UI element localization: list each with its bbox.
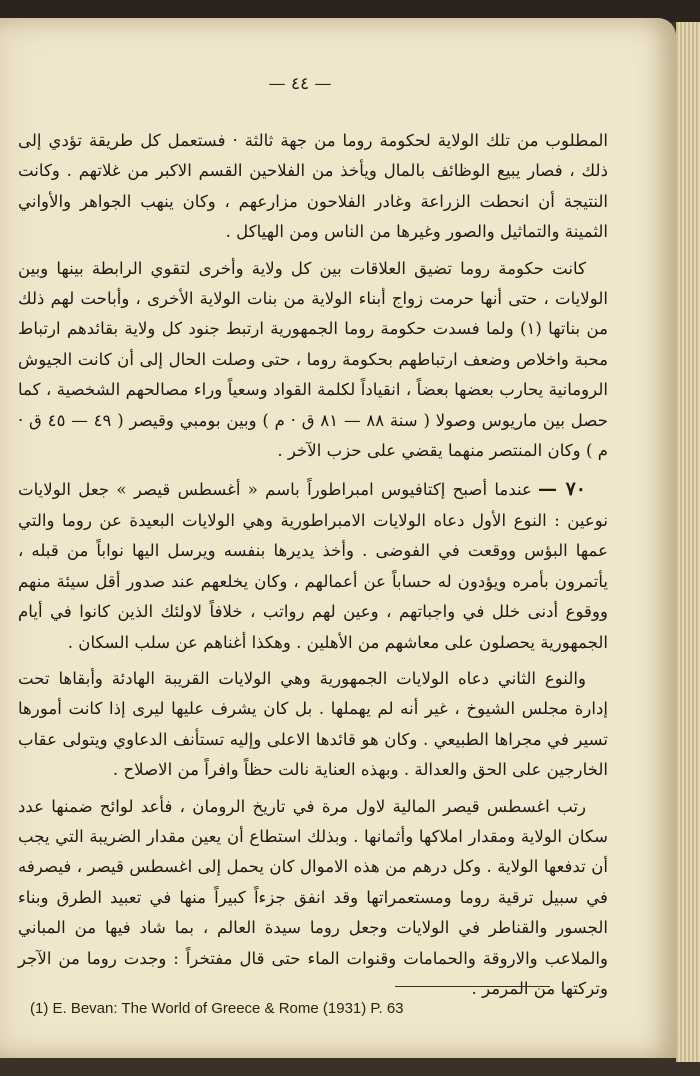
paragraph-2: كانت حكومة روما تضيق العلاقات بين كل ولاية وأخرى لتقوي الرابطة بينها وبين الولايات ، حتى أنها حرمت زواج أبناء الولاية من بنات الولاية الأخرى ، وأباحت لهم ذلك من بناتها (١) ولما فسدت حكومة روما الجمهورية ارتبط جنود كل ولاية بقائدهم ارتباط محبة واخلاص وضعف ارتباطهم بحكومة روما ، حتى وصلت الحال إلى أن كانت الجيوش الرومانية يحارب بعضها بعضاً ، انقياداً لكلمة القواد وسعياً وراء مصالحهم الشخصية ، كما حصل بين ماريوس وصولا ( سنة ٨٨ — ٨١ ق · م ) وبين بومبي وقيصر ( ٤٩ — ٤٥ ق · م ) وكان المنتصر منهما يقضي على حزب الآخر . xyxy=(18,258,608,461)
paragraph-4: والنوع الثاني دعاه الولايات الجمهورية وهي الولايات القريبة الهادئة وأبقاها تحت إدارة مجلس الشيوخ ، غير أنه لم يهملها . بل كان يشرف عليها ليرى إذا كانت أمورها تسير في مجراها الطبيعي . وكان هو قائدها الاعلى وإليه تستأنف الدعاوي ويتولى عقاب الخارجين على الحق والعدالة . وبهذه العناية نالت حظاً وافراً من الاصلاح . xyxy=(18,668,608,780)
footnote-divider xyxy=(395,986,550,987)
paragraph-1: المطلوب من تلك الولاية لحكومة روما من جهة ثالثة · فستعمل كل طريقة تؤدي إلى ذلك ، فصار يبيع الوظائف بالمال ويأخذ من الفلاحين القسم الاكبر من غلاتهم . وكانت النتيجة أن انحطت الزراعة وغادر الفلاحون مزارعهم ، وكان ينهب الجواهر والأواني الثمينة والتماثيل والصور وغيرها من الناس ومن الهياكل . xyxy=(18,131,608,242)
footnote: (1) E. Bevan: The World of Greece & Rome (1931) P. 63 xyxy=(30,1000,404,1017)
page-edges xyxy=(676,22,700,1062)
paragraph-5: رتب اغسطس قيصر المالية لاول مرة في تاريخ الرومان ، فأعد لوائح ضمنها عدد سكان الولاية ومقدار املاكها وأثمانها . وبذلك استطاع أن يعين مقدار الضريبة التي يجب أن تدفعها الولاية . وكل درهم من هذه الاموال كان يحمل إلى اغسطس قيصر ، فيصرفه في سبيل ترقية روما ومستعمراتها وقد انفق جزءاً كبيراً منها في تعبيد الطرق وبناء الجسور والقناطر في الولايات وجعل روما سيدة العالم ، بما شاد فيها من المباني والملاعب والاروقة والحمامات وقنوات الماء حتى قال مفتخراً : وجدت روما من الآجر وتركتها من المرمر . xyxy=(18,796,608,998)
section-number: ٧٠ — xyxy=(537,478,586,501)
paragraph-3-text: عندما أصبح إكتافيوس امبراطوراً باسم « أغسطس قيصر » جعل الولايات نوعين : النوع الأول دعاه الولايات الامبراطورية وهي الولايات البعيدة عن روما والتي عمها البؤس ووقعت في الفوضى . وأخذ يديرها بنفسه ويرسل اليها نواباً من قبله ، يأتمرون بأمره ويؤدون له حساباً عن أعمالهم ، وكان يخلعهم عند صدور أقل سيئة منهم ووقوع أدنى خلل في واجباتهم ، وعين لهم رواتب ، خلافاً لاولئك الذين كانوا في أيام الجمهورية يحصلون على معاشهم من الأهلين . وهكذا أغناهم عن سلب السكان . xyxy=(18,480,608,652)
page-number: — ٤٤ — xyxy=(268,74,332,94)
page-body xyxy=(18,126,608,1010)
paragraph-3 xyxy=(18,474,608,657)
book-page xyxy=(0,18,676,1058)
